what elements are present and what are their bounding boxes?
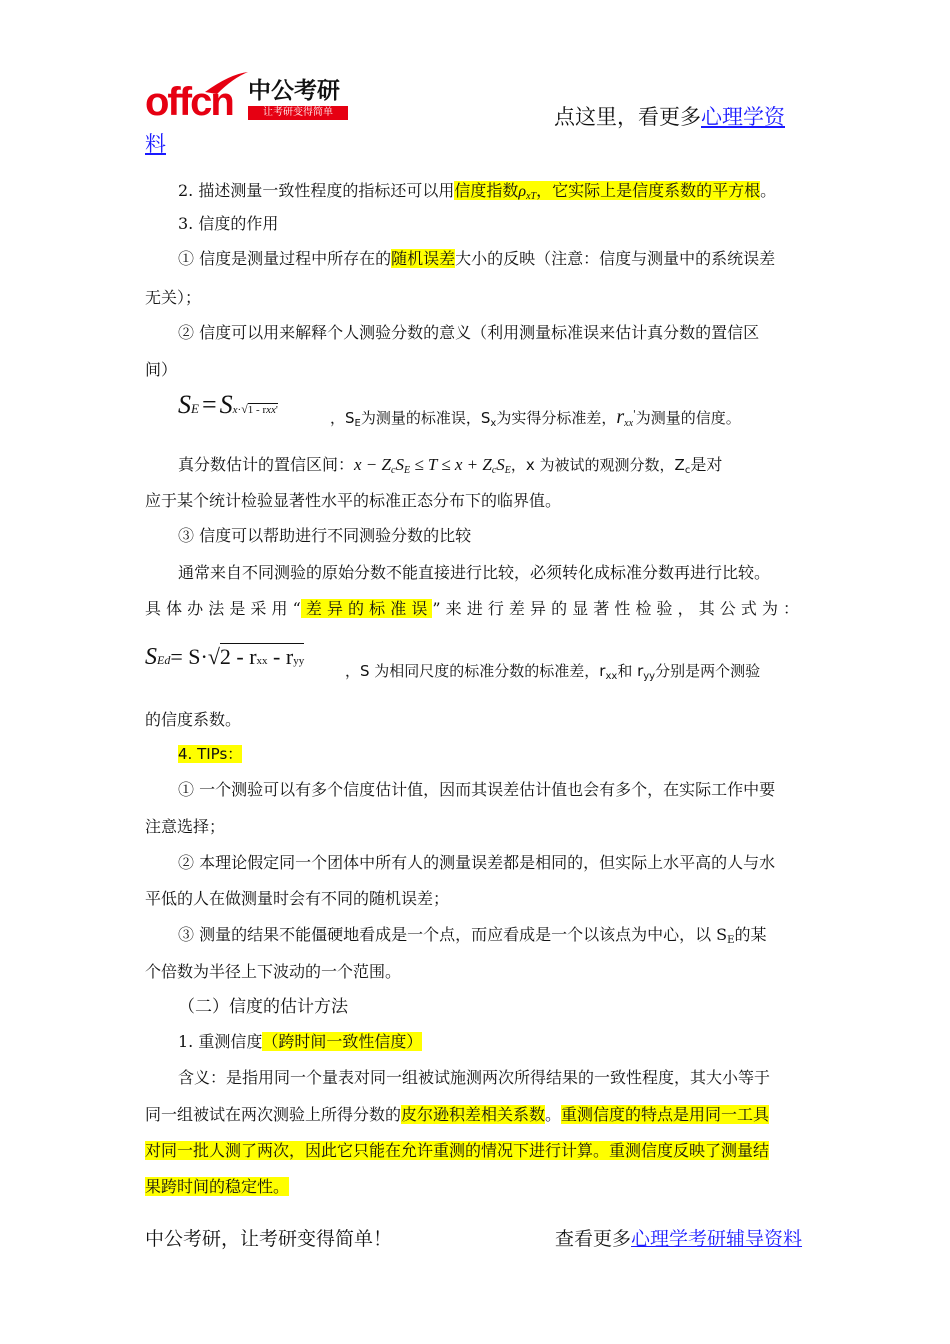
point-1 [178,248,775,270]
formula-sed-desc [345,660,760,688]
text: 真分数估计的置信区间： [178,455,355,474]
tip-1: ① 一个测验可以有多个信度估计值，因而其误差估计值也会有多个，在实际工作中要 [178,780,776,799]
highlight: 差 异 的 标 准 误 [300,599,433,618]
symbol: S [178,390,191,419]
text: ” 来 进 行 差 异 的 显 著 性 检 验 ， 其 公 式 为 ： [432,599,800,618]
point-2-cont: 间） [145,360,178,379]
text: ，S 为相同尺度的标准分数的标准差，r [345,662,606,680]
highlight: 果跨时间的稳定性。 [145,1177,290,1196]
symbol: S [219,390,233,419]
retest-heading [178,1031,422,1053]
text: ，S [330,409,355,427]
subscript: x [490,418,497,429]
highlight [454,181,760,200]
subscript: yy [643,671,656,682]
footer-prefix: 查看更多 [555,1228,632,1250]
text: 2 - r [219,644,257,669]
highlight: 对同一批人测了两次，因此它只能在允许重测的情况下进行计算。重测信度反映了测量结 [145,1141,770,1160]
promo-prefix: 点这里，看更多 [554,105,701,129]
promo-line [554,104,785,130]
subscript: E [191,401,199,416]
heading-3: 3. 信度的作用 [178,214,279,233]
subscript: xx [266,404,276,416]
compare-line-2 [145,598,799,620]
text: 信度指数 [454,181,519,200]
formula-sed: SEd= S·√2 - rxx - ryy [145,644,305,670]
text: 。 [545,1105,562,1124]
symbol: r [616,406,625,428]
ci-line-cont: 应于某个统计检验显著性水平的标准正态分布下的临界值。 [145,491,562,510]
symbol: = S· [170,644,208,669]
text: 和 r [617,662,644,680]
text: 分别是两个测验 [655,662,761,680]
subscript: xx [256,655,268,667]
definition-2 [145,1104,769,1126]
footer-slogan: 中公考研，让考研变得简单！ [145,1228,393,1250]
text: ，x 为被试的观测分数，Z [510,456,685,474]
text: 的某 [734,925,767,944]
logo-cn: 中公考研 [248,78,340,104]
superscript: ' [633,409,636,420]
subscript: c [391,465,396,476]
symbol: S [395,455,404,474]
definition-1: 含义：是指用同一个量表对同一组被试施测两次所得结果的一致性程度，其大小等于 [178,1068,771,1087]
text: 具 体 办 法 是 采 用 “ [145,599,301,618]
symbol: ρ [518,183,527,200]
symbol: · [237,404,242,416]
text: - r [267,644,294,669]
highlight: （跨时间一致性信度） [262,1032,423,1051]
text: ，它实际上是信度系数的平方根 [536,181,761,200]
offcn-logo[interactable] [145,72,350,124]
text: 。 [760,181,777,200]
footer-link[interactable]: 心理学考研辅导资料 [631,1228,803,1250]
definition-4 [145,1176,289,1198]
section-heading: （二）信度的估计方法 [178,997,348,1017]
tip-2-cont: 平低的人在做测量时会有不同的随机误差； [145,889,450,908]
symbol: S [145,644,157,670]
tip-3 [178,924,766,952]
formula-se: SE = Sx·√1 - rxx' [178,390,278,419]
text: 为测量的标准误，S [360,409,491,427]
text: 1. 重测信度 [178,1032,263,1051]
text: 为测量的信度。 [635,409,741,427]
text: 1 - r [247,404,267,416]
subscript: E [504,465,511,476]
superscript: ' [275,404,278,416]
tip-3-cont: 个倍数为半径上下波动的一个范围。 [145,962,402,981]
subscript: c [491,465,497,476]
text: 同一组被试在两次测验上所得分数的 [145,1105,402,1124]
text: 为实得分标准差， [496,409,617,427]
highlight: 随机误差 [391,249,456,268]
formula: x − Z [354,455,391,474]
symbol: S [496,455,505,474]
logo-latin: offcn [145,80,233,124]
logo-slogan: 让考研变得简单 [248,106,348,120]
ci-line [178,454,722,482]
text: ③ 测量的结果不能僵硬地看成是一个点，而应看成是一个以该点为中心，以 S [178,925,728,944]
point-1-cont: 无关）； [145,288,202,307]
subscript: c [684,465,691,476]
tips-heading [178,743,242,765]
subscript: E [403,465,411,476]
symbol: = [201,390,217,419]
highlight: 皮尔逊积差相关系数 [401,1105,546,1124]
subscript: yy [293,655,305,667]
text: 是对 [690,455,723,474]
text: ① 信度是测量过程中所存在的 [178,249,392,268]
highlight: 重测信度的特点是用同一工具 [561,1105,770,1124]
subscript: xT [526,191,537,202]
subscript: E [727,935,735,946]
formula-se-desc [330,404,741,435]
text: 2. 描述测量一致性程度的指标还可以用 [178,181,455,200]
subscript: xx [605,671,618,682]
highlight: 4. TIPs： [178,745,243,763]
paragraph-2 [178,180,776,208]
footer-promo [555,1227,802,1251]
subscript: Ed [157,653,171,667]
compare-line: 通常来自不同测验的原始分数不能直接进行比较，必须转化成标准分数再进行比较。 [178,563,771,582]
promo-link[interactable]: 心理学资 [701,105,785,129]
text: 大小的反映（注意：信度与测量中的系统误差 [455,249,776,268]
subscript: E [354,418,361,429]
definition-3 [145,1140,769,1162]
tip-2: ② 本理论假定同一个团体中所有人的测量误差都是相同的，但实际上水平高的人与水 [178,853,776,872]
point-2: ② 信度可以用来解释个人测验分数的意义（利用测量标准误来估计真分数的置信区 [178,323,760,342]
formula-sed-desc-cont: 的信度系数。 [145,710,242,729]
promo-link-cont[interactable]: 料 [145,132,166,156]
subscript: x [232,404,238,416]
formula: ≤ T ≤ x + Z [410,455,492,474]
tip-1-cont: 注意选择； [145,817,226,836]
subscript: xx [624,418,634,429]
point-3: ③ 信度可以帮助进行不同测验分数的比较 [178,526,472,545]
